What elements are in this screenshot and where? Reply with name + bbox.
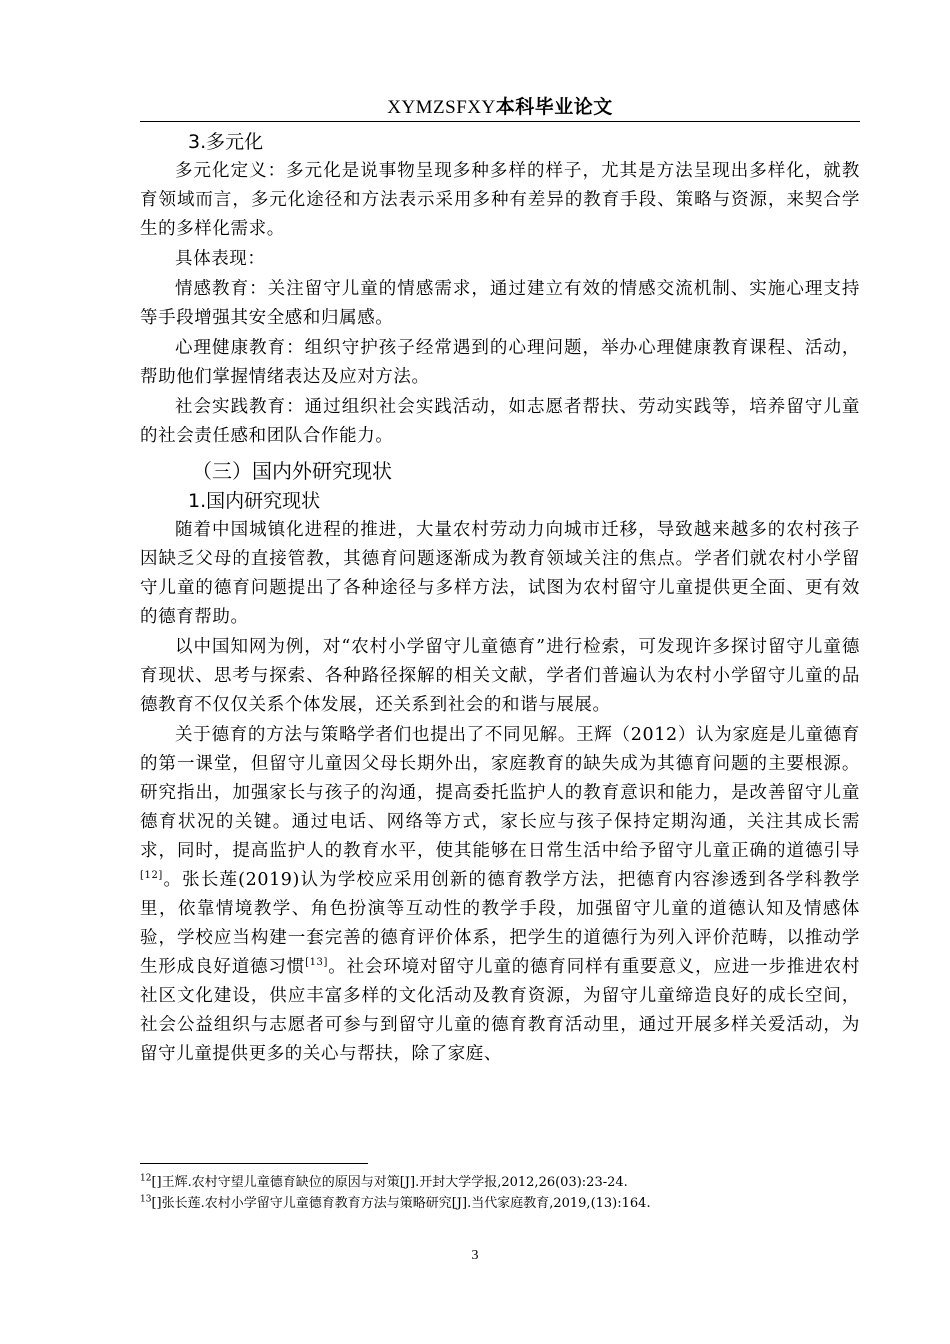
paragraph: 心理健康教育：组织守护孩子经常遇到的心理问题，举办心理健康教育课程、活动，帮助他们掌握情绪表达及应对方法。	[140, 338, 860, 387]
paragraph-text: 关于德育的方法与策略学者们也提出了不同见解。王辉（2012）认为家庭是儿童德育的第一课堂，但留守儿童因父母长期外出，家庭教育的缺失成为其德育问题的主要根源。研究指出，加强家长与孩子的沟通，提高委托监护人的教育意识和能力，是改善留守儿童德育状况的关键。通过电话、网络等方式，家长应与孩子保持定期沟通，关注其成长需求，同时，提高监护人的教育水平，使其能够在日常生活中给予留守儿童正确的道德引导	[140, 725, 860, 861]
section-heading-diversification: 3.多元化	[188, 131, 264, 153]
footnotes	[140, 1172, 860, 1214]
paragraph: 以中国知网为例，对“农村小学留守儿童德育”进行检索，可发现许多探讨留守儿童德育现状、思考与探索、各种路径探解的相关文献，学者们普遍认为农村小学留守儿童的品德教育不仅仅关系个体发展，还关系到社会的和谐与展展。	[140, 637, 860, 715]
paragraph: 多元化定义：多元化是说事物呈现多种多样的样子，尤其是方法呈现出多样化，就教育领域而言，多元化途径和方法表示采用多种有差异的教育手段、策略与资源，来契合学生的多样化需求。	[140, 161, 860, 239]
paragraph: 社会实践教育：通过组织社会实践活动，如志愿者帮扶、劳动实践等，培养留守儿童的社会责任感和团队合作能力。	[140, 397, 860, 446]
footnote-text: []张长莲.农村小学留守儿童德育教育方法与策略研究[J].当代家庭教育,2019,(13):164.	[151, 1196, 651, 1211]
footnote	[140, 1193, 860, 1214]
paragraph: 具体表现：	[175, 249, 266, 269]
paragraph: 情感教育：关注留守儿童的情感需求，通过建立有效的情感交流机制、实施心理支持等手段增强其安全感和归属感。	[140, 279, 860, 328]
paragraph-text: 。张长莲(2019)认为学校应采用创新的德育教学方法，把德育内容渗透到各学科教学里，依靠情境教学、角色扮演等互动性的教学手段，加强留守儿童的道德认知及情感体验，学校应当构建一套完善的德育评价体系，把学生的道德行为列入评价范畴，以推动学生形成良好道德习惯	[140, 870, 860, 977]
footnote-text: []王辉.农村守望儿童德育缺位的原因与对策[J].开封大学学报,2012,26(03):23-24.	[151, 1175, 628, 1190]
header-rule	[140, 121, 860, 122]
page-number: 3	[471, 1248, 479, 1263]
header-code: XYMZSFXY	[387, 97, 496, 118]
paragraph-text: 。社会环境对留守儿童的德育同样有重要意义，应进一步推进农村社区文化建设，供应丰富多样的文化活动及教育资源，为留守儿童缔造良好的成长空间，社会公益组织与志愿者可参与到留守儿童的德育教育活动里，通过开展多样关爱活动，为留守儿童提供更多的关心与帮扶，除了家庭、	[140, 957, 860, 1064]
footnote-mark: 13	[140, 1194, 152, 1205]
footnote-mark: 12	[140, 1173, 152, 1184]
page-header	[140, 92, 860, 122]
footnote-rule	[140, 1163, 368, 1164]
footnote	[140, 1172, 860, 1193]
paragraph: 随着中国城镇化进程的推进，大量农村劳动力向城市迁移，导致越来越多的农村孩子因缺乏父母的直接管教，其德育问题逐渐成为教育领域关注的焦点。学者们就农村小学留守儿童的德育问题提出了各种途径与多样方法，试图为农村留守儿童提供更全面、更有效的德育帮助。	[140, 520, 860, 627]
section-heading-research-status: （三）国内外研究现状	[192, 459, 392, 483]
citation-ref[interactable]: [12]	[140, 870, 163, 882]
subsection-heading-domestic: 1.国内研究现状	[188, 490, 321, 512]
header-title: 本科毕业论文	[495, 96, 613, 118]
page-body	[140, 128, 860, 1070]
paragraph	[140, 721, 860, 1069]
citation-ref[interactable]: [13]	[305, 957, 329, 969]
